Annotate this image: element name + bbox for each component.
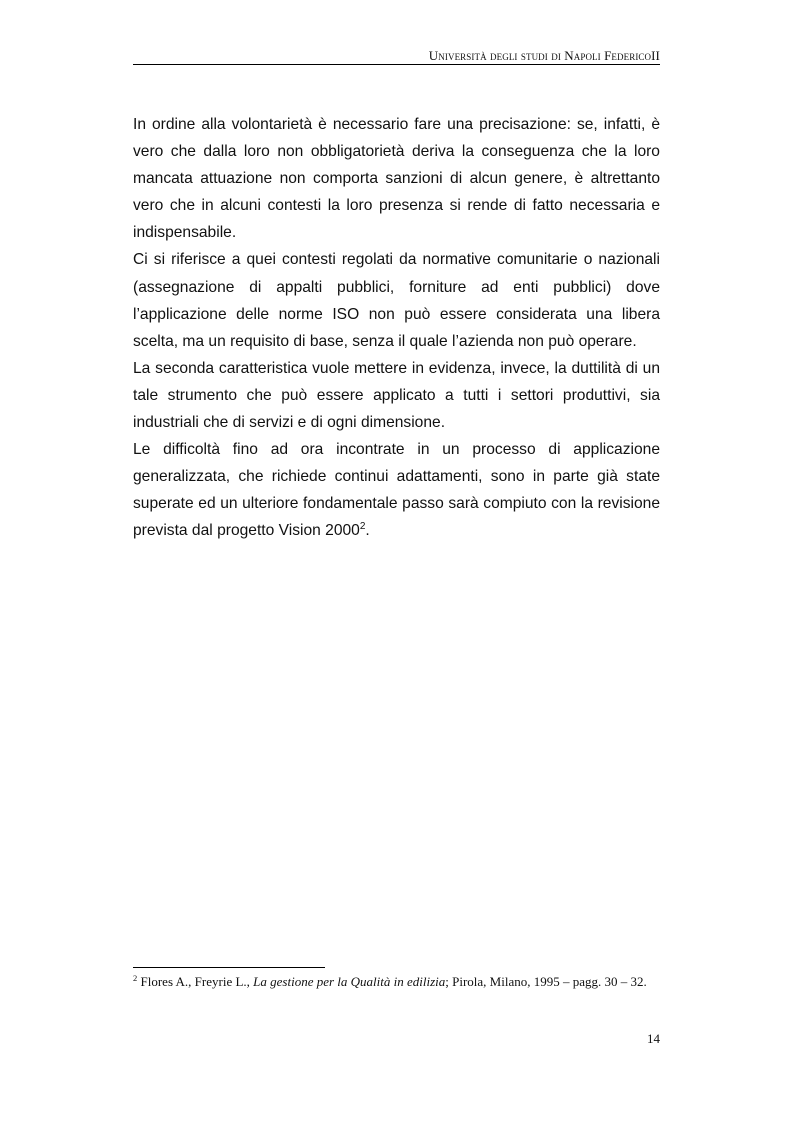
footnote-authors: Flores A., Freyrie L.,: [140, 974, 254, 989]
footnote-rest: ; Pirola, Milano, 1995 – pagg. 30 – 32.: [445, 974, 647, 989]
paragraph-4: Le difficoltà fino ad ora incontrate in un processo di applicazione generalizzata, che richiede continui adattamenti, sono in parte già state superate ed un ulteriore fondamentale passo sarà compiuto con la revisione prevista dal progetto Vision 2000$^2$.: [133, 441, 660, 540]
paragraph-2: Ci si riferisce a quei contesti regolati da normative comunitarie o nazionali (assegnazione di appalti pubblici, forniture ad enti pubblici) dove l’applicazione delle norme ISO non può essere considerata una libera scelta, ma un requisito di base, senza il quale l’azienda non può operare.: [133, 251, 660, 350]
footnote-number: 2: [133, 973, 138, 983]
body-text: [133, 111, 660, 545]
footnote-rule: [133, 967, 325, 968]
header-rule: [133, 64, 660, 65]
footnote-reference[interactable]: 2: [359, 521, 366, 533]
page-header: [133, 48, 660, 64]
page-number: 14: [647, 1031, 660, 1046]
paragraph-3: La seconda caratteristica vuole mettere in evidenza, invece, la duttilità di un tale strumento che può essere applicato a tutti i settori produttivi, sia industriali che di servizi e di ogni dimensione.: [133, 359, 660, 432]
footnote-title: La gestione per la Qualità in edilizia: [253, 974, 446, 989]
header-title: Università degli studi di Napoli FedericoII: [428, 48, 660, 63]
paragraph-1: In ordine alla volontarietà è necessario fare una precisazione: se, infatti, è vero che dalla loro non obbligatorietà deriva la conseguenza che la loro mancata attuazione non comporta sanzioni di alcun genere, è altrettanto vero che in alcuni contesti la loro presenza si rende di fatto necessaria e indispensabile.: [133, 116, 660, 242]
footnote: [133, 973, 673, 991]
